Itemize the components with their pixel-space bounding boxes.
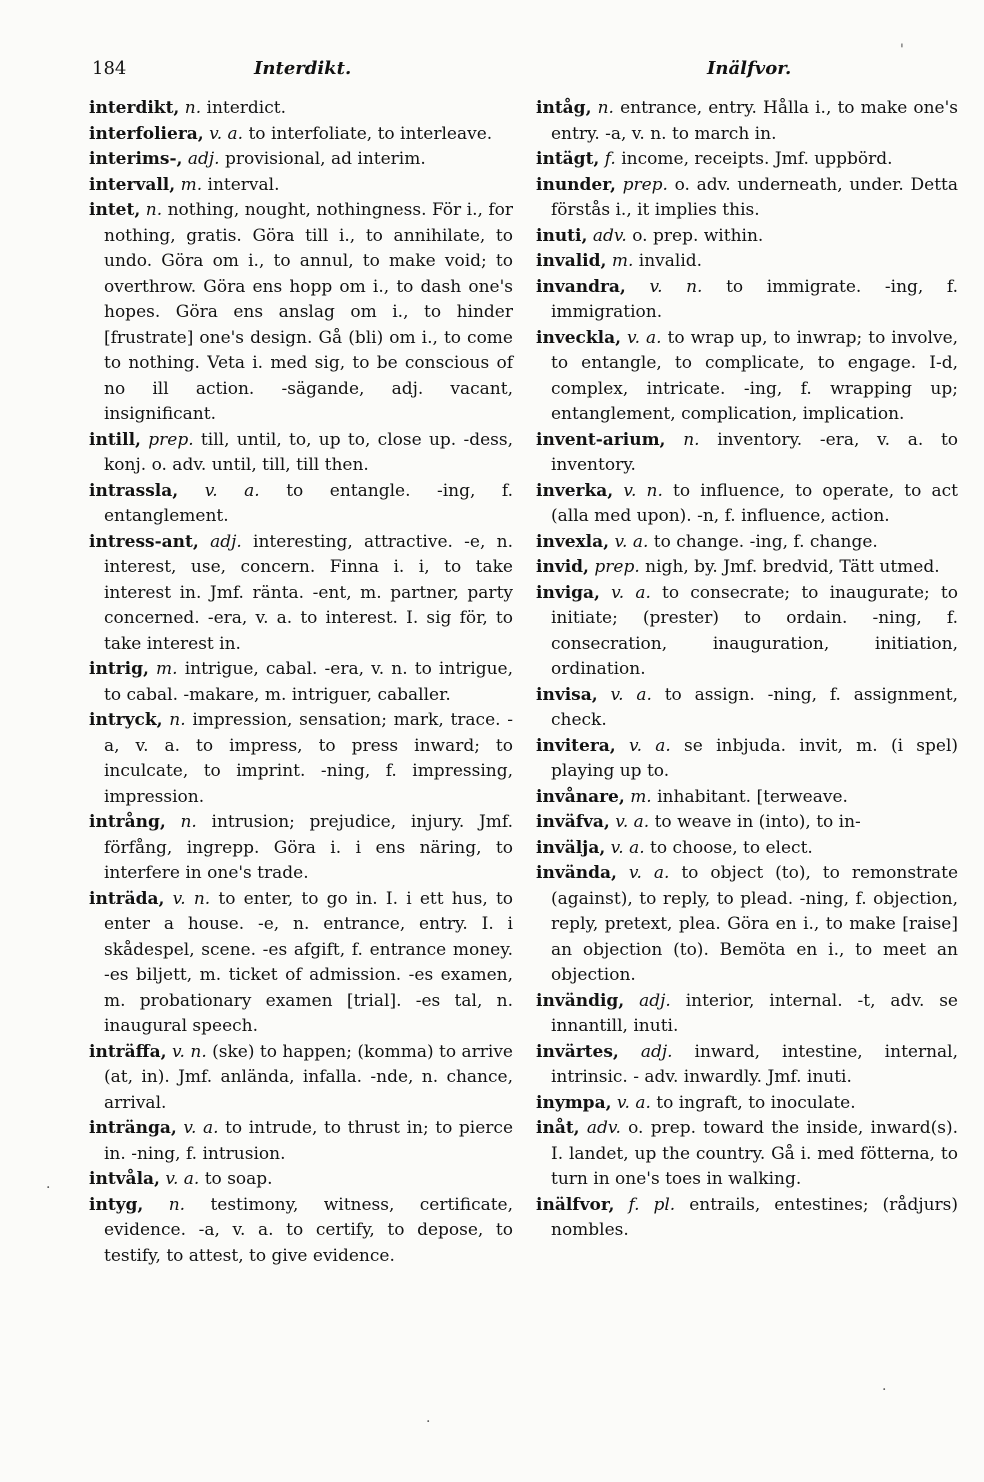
part-of-speech: v. n. [172, 888, 211, 909]
dictionary-entry [536, 147, 958, 173]
headword: intvåla, [89, 1169, 160, 1189]
definition: entrails, entestines; (rådjurs) nombles. [551, 1194, 959, 1240]
headword: inåt, [536, 1118, 580, 1138]
definition: se inbjuda. invit, m. (i spel) playing up to. [551, 735, 959, 781]
part-of-speech: v. a. [165, 1169, 200, 1189]
part-of-speech: v. a. [209, 123, 244, 144]
headword: intåg, [536, 98, 592, 118]
part-of-speech: adj. [187, 149, 220, 169]
definition: to enter, to go in. I. i ett hus, to enter a house. -e, n. entrance, entry. I. i skådespel, scene. -es afgift, f. entrance money. -es biljett, m. ticket of admission. -es examen, m. probationary examen [trial]. -es tal, n. inaugural speech. [104, 888, 514, 1036]
definition: o. adv. underneath, under. Detta förstås i., it implies this. [551, 174, 958, 220]
headword: intervall, [89, 174, 176, 195]
dictionary-entry [536, 836, 958, 862]
part-of-speech: prep. [594, 557, 640, 577]
dictionary-entry [89, 147, 513, 173]
part-of-speech: adj. [639, 990, 671, 1011]
guide-word-left: Interdikt. [254, 58, 352, 79]
headword: inympa, [536, 1092, 612, 1113]
dictionary-entry [536, 555, 958, 581]
dictionary-entry [89, 887, 513, 1040]
dictionary-entry [536, 683, 958, 734]
headword: invent-arium, [536, 429, 666, 450]
page-number: 184 [92, 58, 127, 79]
headword: intet, [89, 200, 141, 220]
headword: invisa, [536, 684, 598, 705]
headword: intyg, [89, 1194, 144, 1215]
part-of-speech: v. a. [611, 582, 651, 603]
dictionary-entry [89, 1040, 513, 1117]
definition: inhabitant. [terweave. [657, 786, 848, 807]
definition: inward, intestine, internal, intrinsic. - adv. inwardly. Jmf. inuti. [551, 1041, 959, 1087]
part-of-speech: v. n. [171, 1041, 207, 1062]
definition: to soap. [204, 1169, 273, 1189]
part-of-speech: v. n. [649, 276, 703, 297]
definition: intrusion; prejudice, injury. Jmf. förfång, ingrepp. Göra i. i ens näring, to interfere in one's trade. [104, 812, 513, 883]
part-of-speech: n. [683, 429, 700, 450]
part-of-speech: m. [180, 174, 203, 195]
definition: interdict. [206, 98, 286, 118]
definition: to consecrate; to inaugurate; to initiate; (prester) to ordain. -ning, f. consecration, inauguration, initiation, ordination. [551, 582, 958, 679]
headword: inviga, [536, 582, 600, 603]
dictionary-entry [89, 198, 513, 428]
part-of-speech: v. n. [623, 480, 663, 501]
definition: entrance, entry. Hålla i., to make one's entry. -a, v. n. to march in. [551, 98, 959, 144]
dictionary-entry [89, 96, 513, 122]
dictionary-entry [536, 989, 958, 1040]
dictionary-entry [536, 275, 958, 326]
definition: provisional, ad interim. [224, 149, 426, 169]
dictionary-entry [536, 785, 958, 811]
dictionary-entry [536, 428, 958, 479]
definition: to change. -ing, f. change. [653, 531, 878, 552]
headword: invånare, [536, 786, 625, 807]
dictionary-entry [89, 479, 513, 530]
definition: o. prep. within. [632, 225, 764, 246]
part-of-speech: n. [169, 710, 186, 730]
headword: invända, [536, 863, 617, 883]
dictionary-entry [536, 581, 958, 683]
headword: inälfvor, [536, 1194, 615, 1215]
dictionary-entry [89, 1116, 513, 1167]
definition: intrigue, cabal. -era, v. n. to intrigue, to cabal. -makare, m. intriguer, caballer. [104, 659, 514, 705]
definition: to entangle. -ing, f. entanglement. [104, 480, 513, 526]
part-of-speech: n. [597, 98, 614, 118]
headword: intägt, [536, 149, 600, 169]
headword: invälja, [536, 837, 606, 858]
definition: invalid. [638, 251, 703, 271]
part-of-speech: f. [604, 149, 616, 169]
part-of-speech: v. a. [610, 684, 652, 705]
headword: inträda, [89, 888, 165, 909]
part-of-speech: n. [168, 1194, 186, 1215]
dictionary-entry [536, 734, 958, 785]
part-of-speech: v. a. [627, 327, 662, 348]
definition: nothing, nought, nothingness. För i., for nothing, gratis. Göra till i., to annihilate, to undo. Göra om i., to annul, to make void; to overthrow. Göra ens hopp om i., to dash one's hopes. Göra ens anslag om i., to hinder [frustrate] one's design. Gå (bli) om i., to come to nothing. Veta i. med sig, to be conscious of no ill action. -sägande, adj. vacant, insignificant. [104, 200, 514, 424]
definition: testimony, witness, certificate, evidence. -a, v. a. to certify, to depose, to testify, to attest, to give evidence. [104, 1194, 514, 1266]
definition: to influence, to operate, to act (alla med upon). -n, f. influence, action. [551, 480, 958, 526]
dictionary-entry [536, 479, 958, 530]
dictionary-entry [536, 1091, 958, 1117]
part-of-speech: n. [180, 812, 197, 832]
headword: invalid, [536, 251, 607, 271]
part-of-speech: adv. [586, 1118, 621, 1138]
dictionary-entry [536, 1040, 958, 1091]
headword: intrassla, [89, 480, 179, 501]
part-of-speech: v. a. [616, 1092, 651, 1113]
definition: o. prep. toward the inside, inward(s). I. landet, up the country. Gå i. med fötterna, to turn in one's toes in walking. [551, 1118, 959, 1189]
dictionary-entry [536, 810, 958, 836]
part-of-speech: prep. [148, 429, 194, 450]
part-of-speech: v. a. [614, 531, 649, 552]
definition: to wrap up, to inwrap; to involve, to entangle, to complicate, to engage. I-d, complex, intricate. -ing, f. wrapping up; entanglement, complication, implication. [551, 327, 959, 424]
dictionary-entry [536, 173, 958, 224]
guide-word-right: Inälfvor. [707, 58, 792, 79]
definition: impression, sensation; mark, trace. -a, v. a. to impress, to press inward; to inculcate, to imprint. -ning, f. impressing, impression. [104, 710, 513, 807]
part-of-speech: v. a. [615, 812, 650, 832]
headword: interims-, [89, 149, 183, 169]
definition: to intrude, to thrust in; to pierce in. -ning, f. intrusion. [104, 1118, 513, 1164]
definition: till, until, to, up to, close up. -dess, konj. o. adv. until, till, till then. [104, 429, 514, 475]
part-of-speech: v. a. [610, 837, 645, 858]
part-of-speech: v. a. [204, 480, 260, 501]
definition: to interfoliate, to interleave. [248, 123, 493, 144]
definition: (ske) to happen; (komma) to arrive (at, in). Jmf. anlända, infalla. -nde, n. chance, arrival. [104, 1041, 513, 1113]
headword: invitera, [536, 735, 616, 756]
part-of-speech: m. [630, 786, 652, 807]
headword: intränga, [89, 1118, 177, 1138]
definition: inventory. -era, v. a. to inventory. [551, 429, 959, 475]
dictionary-entry [89, 810, 513, 887]
dictionary-page: 184 Interdikt. Inälfvor. interdikt, n. interdict. interfoliera, v. a. to interfoliate, to interleave. interims-, adj. provisional, ad interim. intervall, m. interval. intet, n. nothing, nought, nothingness. För i., for nothing, gratis. Göra till i., to annihilate, to undo. Göra om i., to annul, to make void; to overthrow. Göra ens hopp om i., to dash one's hopes. Göra ens anslag om i., to hinder [frustrate] one's design. Gå (bli) om i., to come to nothing. Veta i. med sig, to be conscious of no ill action. -sägande, adj. vacant, insignificant. intill, prep. till, until, to, up to, close up. -dess, konj. o. adv. until, till, till then. intrassla, v. a. to entangle. -ing, f. entanglement. intress-ant, adj. interesting, attractive. -e, n. interest, use, concern. Finna i. i, to take interest in. Jmf. ränta. -ent, m. partner, party concerned. -era, v. a. to interest. I. sig för, to take interest in. intrig, m. intrigue, cabal. -era, v. n. to intrigue, to cabal. -makare, m. intriguer, caballer. intryck, n. impression, sensation; mark, trace. -a, v. a. to impress, to press inward; to inculcate, to imprint. -ning, f. impressing, impression. intrång, n. intrusion; prejudice, injury. Jmf. förfång, ingrepp. Göra i. i ens näring, to interfere in one's trade. inträda, v. n. to enter, to go in. I. i ett hus, to enter a house. -e, n. entrance, entry. I. i skådespel, scene. -es afgift, f. entrance money. -es biljett, m. ticket of admission. -es examen, m. probationary examen [trial]. -es tal, n. inaugural speech. inträffa, v. n. (ske) to happen; (komma) to arrive (at, in). Jmf. anlända, infalla. -nde, n. chance, arrival. intränga, v. a. to intrude, to thrust in; to pierce in. -ning, f. intrusion. intvåla, v. a. to soap. intyg, n. testimony, witness, certificate, evidence. -a, v. a. to certify, to depose, to testify, to attest, to give evidence. intåg, n. entrance, entry. Hålla i., to make one's entry. -a, v. n. to march in. intägt, f. income, receipts. Jmf. uppbörd. inunder, prep. o. adv. underneath, under. Detta förstås i., it implies this. inuti, adv. o. prep. within. invalid, m. invalid. invandra, v. n. to immigrate. -ing, f. immigration. inveckla, v. a. to wrap up, to inwrap; to involve, to entangle, to complicate, to engage. I-d, complex, intricate. -ing, f. wrapping up; entanglement, complication, implication. invent-arium, n. inventory. -era, v. a. to inventory. inverka, v. n. to influence, to operate, to act (alla med upon). -n, f. influence, action. invexla, v. a. to change. -ing, f. change. invid, prep. nigh, by. Jmf. bredvid, Tätt utmed. inviga, v. a. to consecrate; to inaugurate; to initiate; (prester) to ordain. -ning, f. consecration, inauguration, initiation, ordination. invisa, v. a. to assign. -ning, f. assignment, check. invitera, v. a. se inbjuda. invit, m. (i spel) playing up to. invånare, m. inhabitant. [terweave. inväfva, v. a. to weave in (into), to in- invälja, v. a. to choose, to elect. invända, v. a. to object (to), to remonstrate (against), to reply, to plead. -ning, f. objection, reply, pretext, plea. Göra en i., to make [raise] an objection (to). Bemöta en i., to meet an objection. invändig, adj. interior, internal. -t, adv. se innantill, inuti. invärtes, adj. inward, intestine, internal, intrinsic. - adv. inwardly. Jmf. inuti. inympa, v. a. to ingraft, to inoculate. inåt, adv. o. prep. toward the inside, inward(s). I. landet, up the country. Gå i. med fötterna, to turn in one's toes in walking. inälfvor, f. pl. entrails, entestines; (rådjurs) nombles. ' · · · [46, 42, 959, 1430]
dictionary-entry [536, 861, 958, 989]
dictionary-entry [536, 1116, 958, 1193]
dictionary-entry [89, 1167, 513, 1193]
headword: interfoliera, [89, 123, 204, 144]
headword: invändig, [536, 990, 625, 1011]
page-header [92, 58, 936, 88]
part-of-speech: v. a. [628, 735, 671, 756]
definition: interior, internal. -t, adv. se innantill, inuti. [551, 990, 958, 1036]
part-of-speech: m. [611, 251, 634, 271]
headword: inunder, [536, 174, 616, 195]
dictionary-entry [536, 96, 958, 147]
dictionary-entry [89, 530, 513, 658]
headword: invexla, [536, 531, 610, 552]
headword: intress-ant, [89, 531, 199, 552]
headword: inväfva, [536, 812, 610, 832]
definition: to object (to), to remonstrate (against), to reply, to plead. -ning, f. objection, reply, pretext, plea. Göra en i., to make [raise] an objection (to). Bemöta en i., to meet an objection. [551, 863, 959, 985]
headword: inveckla, [536, 327, 622, 348]
headword: intill, [89, 429, 141, 450]
part-of-speech: adj. [210, 531, 242, 552]
definition: income, receipts. Jmf. uppbörd. [621, 149, 893, 169]
definition: to choose, to elect. [650, 837, 813, 858]
dictionary-entry [89, 122, 513, 148]
part-of-speech: n. [184, 98, 202, 118]
part-of-speech: v. a. [628, 863, 670, 883]
right-column [536, 96, 958, 1244]
dictionary-entry [89, 428, 513, 479]
part-of-speech: v. a. [183, 1118, 219, 1138]
part-of-speech: prep. [622, 174, 668, 195]
dictionary-entry [89, 1193, 513, 1270]
part-of-speech: m. [156, 659, 178, 679]
part-of-speech: n. [145, 200, 163, 220]
headword: invid, [536, 557, 589, 577]
dictionary-entry [536, 224, 958, 250]
headword: invandra, [536, 276, 626, 297]
headword: inträffa, [89, 1041, 167, 1062]
definition: to assign. -ning, f. assignment, check. [551, 684, 958, 730]
headword: intryck, [89, 710, 163, 730]
dictionary-entry [89, 657, 513, 708]
headword: intrig, [89, 659, 149, 679]
definition: to immigrate. -ing, f. immigration. [551, 276, 959, 322]
headword: inverka, [536, 480, 614, 501]
dictionary-entry [536, 249, 958, 275]
definition: interesting, attractive. -e, n. interest, use, concern. Finna i. i, to take interest in. Jmf. ränta. -ent, m. partner, party concerned. -era, v. a. to interest. I. sig för, to take interest in. [104, 531, 513, 654]
definition: interval. [207, 174, 280, 195]
dictionary-entry [89, 173, 513, 199]
headword: invärtes, [536, 1041, 619, 1062]
definition: nigh, by. Jmf. bredvid, Tätt utmed. [645, 557, 940, 577]
part-of-speech: f. pl. [628, 1194, 676, 1215]
dictionary-entry [89, 708, 513, 810]
part-of-speech: adj. [640, 1041, 673, 1062]
left-column [89, 96, 513, 1269]
headword: inuti, [536, 225, 588, 246]
dictionary-entry [536, 326, 958, 428]
definition: to ingraft, to inoculate. [656, 1092, 856, 1113]
dictionary-entry [536, 1193, 958, 1244]
headword: intrång, [89, 812, 166, 832]
headword: interdikt, [89, 98, 180, 118]
dictionary-entry [536, 530, 958, 556]
definition: to weave in (into), to in- [654, 812, 861, 832]
part-of-speech: adv. [592, 225, 627, 246]
